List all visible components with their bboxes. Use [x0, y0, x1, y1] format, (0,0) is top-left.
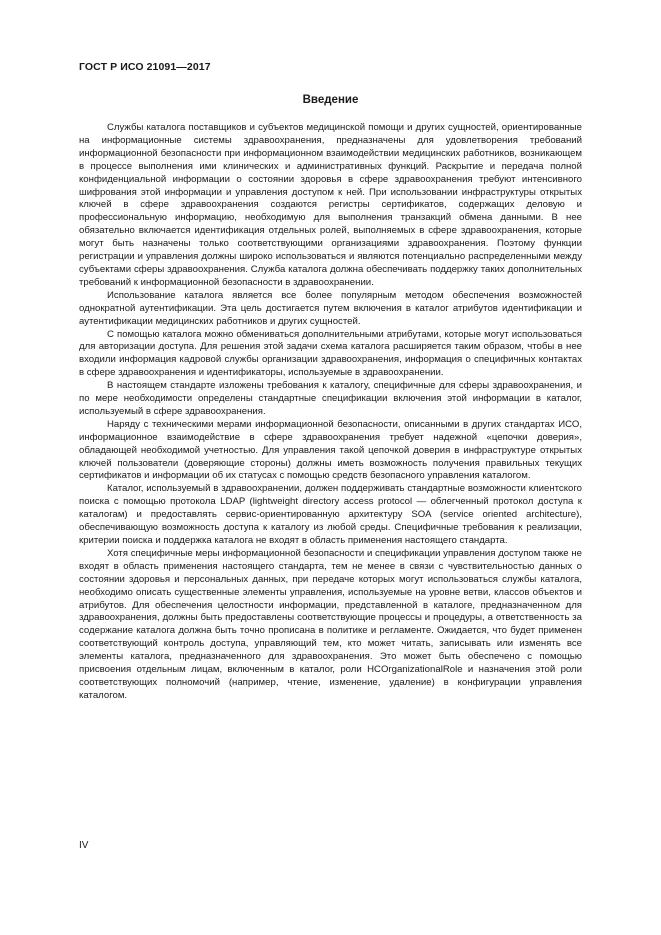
standard-header: ГОСТ Р ИСО 21091—2017 — [79, 61, 211, 73]
paragraph: Использование каталога является все более популярным методом обеспечения возможностей однократной аутентификации. Эта цель достигается путем включения в каталог атрибутов идентификации и аутентификации медицинских работников и других сущностей. — [79, 289, 582, 327]
body-text — [79, 122, 582, 703]
page-title: Введение — [302, 94, 359, 106]
paragraph: Каталог, используемый в здравоохранении, должен поддерживать стандартные возможности клиентского поиска с помощью протокола LDAP (lightweight directory access protocol — облегченный протокол доступа к каталогам) и предоставлять сервис-ориентированную архитектуру SOA (service oriented architecture), обеспечивающую возможность доступа к каталогу из любой среды. Специфичные требования к реализации, критерии поиска и поддержка каталога не входят в область применения настоящего стандарта. — [79, 483, 582, 546]
paragraph: Службы каталога поставщиков и субъектов медицинской помощи и других сущностей, ориентированные на информационные системы здравоохранения, предназначены для удовлетворения требований информационной безопасности при информационном взаимодействии медицинских работников, возникающем в процессе выполнения ими клинических и административных функций. Раскрытие и передача полной конфиденциальной информации о состоянии здоровья в сфере здравоохранения требуют интенсивного шифрования этой информации и управления доступом к ней. При использовании инфраструктуры открытых ключей в сфере здравоохранения создаются регистры сертификатов, содержащих деловую и профессиональную информацию, необходимую для выполнения транзакций обмена данными. В нее обязательно включается идентификация отдельных ролей, выполняемых в сфере здравоохранения, которые могут быть назначены только соответствующими организациями здравоохранения. Поэтому функции регистрации и управления должны широко использоваться и являются потенциально распределенными между субъектами сферы здравоохранения. Служба каталога должна обеспечивать поддержку таких дополнительных требований к информационной безопасности в здравоохранении. — [79, 122, 582, 288]
paragraph: С помощью каталога можно обмениваться дополнительными атрибутами, которые могут использоваться для авторизации доступа. Для решения этой задачи схема каталога расширяется таким образом, чтобы в нее входили информация кадровой службы организации здравоохранения, информация о специфичных контактах в сфере здравоохранения и идентификаторы, используемые в здравоохранении. — [79, 328, 582, 379]
paragraph: Хотя специфичные меры информационной безопасности и спецификации управления доступом также не входят в область применения настоящего стандарта, тем не менее в связи с чувствительностью данных о состоянии здоровья и персональных данных, при передаче которых могут использоваться службы каталога, необходимо описать существенные элементы управления, используемые на уровне ветви, классов объектов и атрибутов. Для обеспечения целостности информации, представленной в каталоге, предназначенном для здравоохранения, должны быть предоставлены соответствующие процессы и процедуры, а ответственность за содержание каталога должна быть точно прописана в политике и регламенте. Ожидается, что будет применен соответствующий контроль доступа, управляющий тем, кто может читать, записывать или изменять все элементы каталога, предназначенного для здравоохранения. Это может быть обеспечено с помощью присвоения отдельным лицам, включенным в каталог, роли HCOrganizationalRole и назначения этой роли соответствующих полномочий (например, чтение, изменение, удаление) в конфигурации управления каталогом. — [79, 547, 582, 701]
paragraph: В настоящем стандарте изложены требования к каталогу, специфичные для сферы здравоохранения, и по мере необходимости определены стандартные спецификации включения этой информации в каталог, используемый в сфере здравоохранения. — [79, 380, 582, 417]
paragraph: Наряду с техническими мерами информационной безопасности, описанными в других стандартах ИСО, информационное взаимодействие в сфере здравоохранения требует надежной «цепочки доверия», обладающей необходимой учетностью. Для управления такой цепочкой доверия в инфраструктуре открытых ключей пользователи (доверяющие стороны) должны иметь возможность получения правильных текущих сертификатов и информации об их статусах с помощью средств безопасного управления каталогом. — [79, 418, 582, 482]
page-number: IV — [79, 840, 89, 851]
